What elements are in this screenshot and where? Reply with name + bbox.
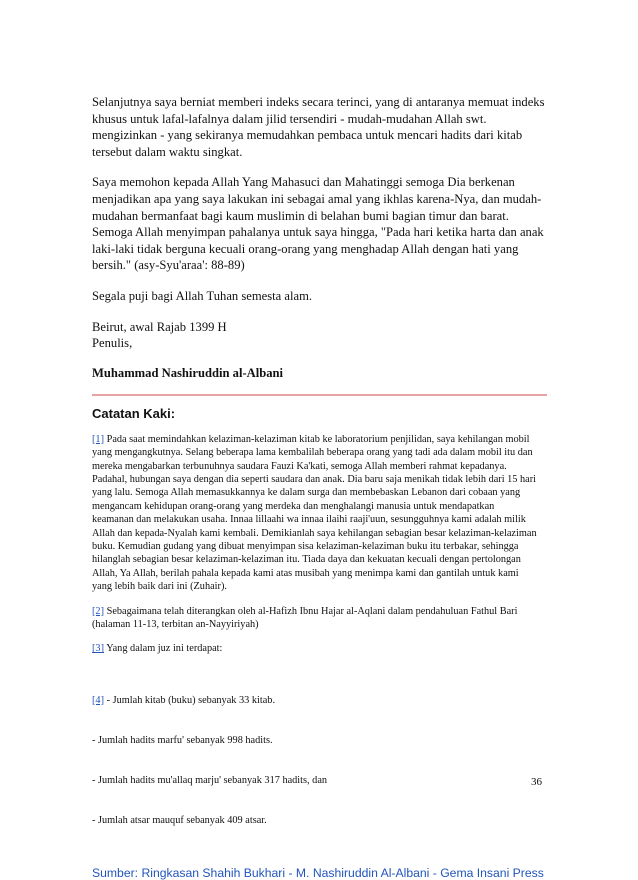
body-paragraph-3	[92, 288, 547, 305]
text-line: bersih." (asy-Syu'araa': 88-89)	[92, 258, 245, 273]
place-date: Beirut, awal Rajab 1399 H	[92, 319, 227, 334]
footnote-text: hilanglah sebagian besar kelaziman-kelaziman itu. Tiada daya dan kekuatan kecuali dengan pertolongan	[92, 554, 521, 566]
page-number: 36	[531, 776, 542, 788]
footnote-ref-link-3[interactable]: [3]	[92, 643, 105, 655]
footnote-text: mereka mengabarkan terbunuhnya saudara Fauzi Ka'kati, semoga Allah memberi rahmat kepadanya.	[92, 460, 507, 472]
writer-label: Penulis,	[92, 336, 133, 351]
footnote-text: yang lalu. Semoga Allah memasukkannya ke dalam surga dan membebaskan Lebanon dari cobaan yang	[92, 487, 521, 499]
source-citation: Sumber: Ringkasan Shahih Bukhari - M. Nashiruddin Al-Albani - Gema Insani Press	[92, 865, 544, 880]
footnote-text: Sebagaimana telah diterangkan oleh al-Hafizh Ibnu Hajar al-Aqlani dalam pendahuluan Fathul Bari	[104, 605, 518, 617]
footnote-ref-link-1[interactable]: [1]	[92, 433, 105, 445]
text-line: mengizinkan - yang sekiranya memudahkan pembaca untuk mencari hadits dari kitab	[92, 128, 523, 143]
footnote-text: mengancam kehidupan orang-orang yang merdeka dan menghalangi manusia untuk mendapatkan	[92, 500, 495, 512]
text-line: Semoga Allah menyimpan pahalanya untuk saya hingga, "Pada hari ketika harta dan anak	[92, 225, 544, 240]
text-line: laki-laki tidak berguna kecuali orang-orang yang menghadap Allah dengan hati yang	[92, 241, 519, 256]
body-paragraph-1	[92, 94, 547, 160]
footnote-2	[92, 605, 547, 632]
footnote-text: Yang dalam juz ini terdapat:	[104, 643, 223, 655]
footnote-text: - Jumlah kitab (buku) sebanyak 33 kitab.	[104, 694, 276, 706]
footnote-ref-link-4[interactable]: [4]	[92, 694, 105, 706]
footnote-divider	[92, 394, 547, 396]
footnotes-heading: Catatan Kaki:	[92, 405, 176, 421]
text-line: menjadikan apa yang saya lakukan ini sebagai amal yang ikhlas karena-Nya, dan mudah-	[92, 191, 542, 206]
footnote-text: - Jumlah atsar mauquf sebanyak 409 atsar.	[92, 815, 267, 827]
footnote-text: Allah, Ya Allah, berilah pahala kepada kami atas musibah yang menimpa kami dan gantilah untuk kami	[92, 567, 519, 579]
footnote-text: keamanan dan melakukan usaha. Innaa lillaahi wa innaa ilaihi raaji'uun, sesungguhnya kami adalah milik	[92, 514, 526, 526]
footnote-text: - Jumlah hadits marfu' sebanyak 998 hadits.	[92, 734, 273, 746]
text-line: Segala puji bagi Allah Tuhan semesta alam.	[92, 288, 313, 303]
footnote-ref-link-2[interactable]: [2]	[92, 605, 105, 617]
footnote-text: Allah dan kepada-Nyalah kami kembali. Demikianlah saya kehilangan sebagian besar kelaziman-kelaziman	[92, 527, 537, 539]
text-line: mudahan bermanfaat bagi kaum muslimin di belahan bumi bagian timur dan barat.	[92, 208, 509, 223]
footnote-1	[92, 433, 547, 594]
footnote-text: - Jumlah hadits mu'allaq marju' sebanyak 317 hadits, dan	[92, 775, 328, 787]
text-line: khusus untuk lafal-lafalnya dalam jilid tersendiri - mudah-mudahan Allah swt.	[92, 111, 487, 126]
footnote-text: buku. Kemudian gudang yang dibuat menyimpan sisa kelaziman-kelaziman buku itu terbakar, sehingga	[92, 540, 519, 552]
text-line: Saya memohon kepada Allah Yang Mahasuci dan Mahatinggi semoga Dia berkenan	[92, 175, 515, 190]
footnote-text: yang mengangkutnya. Selang beberapa lama kembalilah beberapa orang yang tadi ada dalam mobil itu dan	[92, 447, 533, 459]
footnote-text: (halaman 11-13, terbitan an-Nayyiriyah)	[92, 619, 259, 630]
footnote-text: Padahal, hubungan saya dengan dia seperti saudara dan anak. Dia baru saja menikah tidak lebih dari 15 hari	[92, 473, 537, 485]
footnote-3	[92, 642, 547, 655]
text-line: Selanjutnya saya berniat memberi indeks secara terinci, yang di antaranya memuat indeks	[92, 95, 545, 109]
footnote-text: Pada saat memindahkan kelaziman-kelaziman kitab ke laboratorium penjilidan, saya kehilangan mobil	[104, 433, 530, 445]
document-page	[92, 94, 547, 880]
footnote-4	[92, 667, 547, 855]
body-paragraph-2	[92, 174, 547, 274]
text-line: tersebut dalam waktu singkat.	[92, 144, 243, 159]
author-signature: Muhammad Nashiruddin al-Albani	[92, 365, 284, 380]
footnote-text: yang lebih baik dari ini (Zuhair).	[92, 581, 227, 593]
